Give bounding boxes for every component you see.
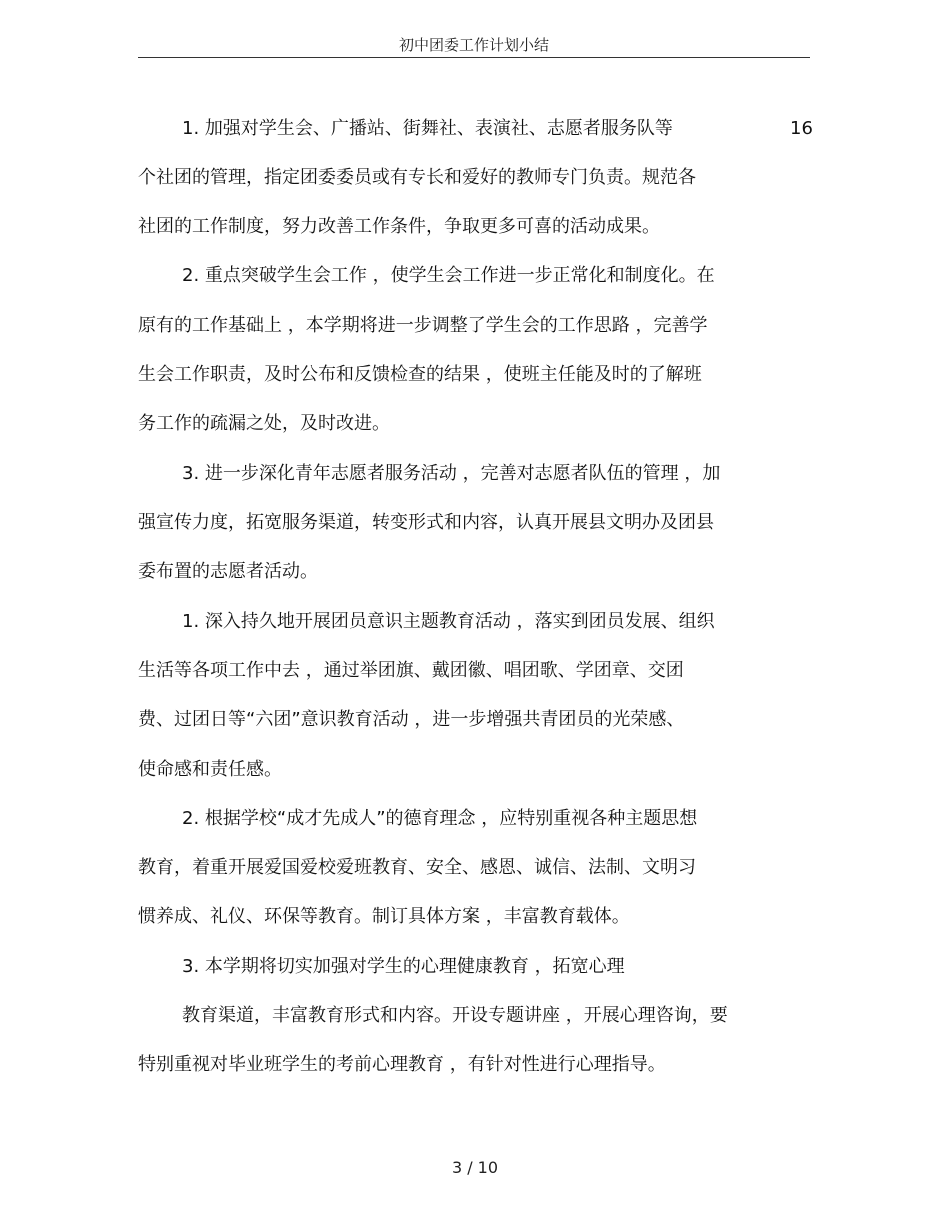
paragraph-line	[182, 264, 715, 288]
line-text: 3. 进一步深化青年志愿者服务活动 ，完善对志愿者队伍的管理 ，加	[182, 463, 721, 484]
paragraph-line	[182, 1004, 728, 1028]
paragraph-line	[182, 955, 625, 979]
line-text: 生活等各项工作中去 ，通过举团旗、戴团徽、唱团歌、学团章、交团	[138, 660, 684, 681]
line-text: 2. 重点突破学生会工作 ，使学生会工作进一步正常化和制度化。在	[182, 265, 715, 286]
line-text: 1. 加强对学生会、广播站、街舞社、表演社、志愿者服务队等	[182, 118, 673, 139]
page-header-title: 初中团委工作计划小结	[398, 36, 549, 54]
paragraph-line	[138, 708, 684, 732]
line-text: 1. 深入持久地开展团员意识主题教育活动 ，落实到团员发展、组织	[182, 611, 715, 632]
paragraph-line	[138, 659, 684, 683]
paragraph-line	[182, 807, 697, 831]
paragraph-line	[182, 610, 715, 634]
line-text: 费、过团日等“六团”意识教育活动 ，进一步增强共青团员的光荣感、	[138, 709, 685, 730]
paragraph-line	[138, 166, 696, 190]
line-text: 生会工作职责，及时公布和反馈检查的结果 ，使班主任能及时的了解班	[138, 364, 702, 385]
paragraph-line	[182, 117, 813, 141]
line-suffix-number: 16	[790, 118, 813, 139]
line-text: 特别重视对毕业班学生的考前心理教育 ，有针对性进行心理指导。	[138, 1054, 666, 1075]
line-text: 委布置的志愿者活动。	[138, 561, 318, 582]
line-text: 强宣传力度，拓宽服务渠道，转变形式和内容，认真开展县文明办及团县	[138, 512, 714, 533]
line-text: 惯养成、礼仪、环保等教育。制订具体方案 ，丰富教育载体。	[138, 906, 630, 927]
line-text: 教育，着重开展爱国爱校爱班教育、安全、感恩、诚信、法制、文明习	[138, 857, 696, 878]
paragraph-line	[138, 215, 660, 239]
paragraph-line	[138, 758, 282, 782]
page-number: 3 / 10	[451, 1158, 499, 1177]
paragraph-line	[138, 363, 702, 387]
line-text: 2. 根据学校“成才先成人”的德育理念 ，应特别重视各种主题思想	[182, 808, 698, 829]
paragraph-line	[138, 511, 714, 535]
paragraph-line	[138, 412, 390, 436]
paragraph-line	[182, 462, 720, 486]
paragraph-line	[138, 905, 630, 929]
line-text: 社团的工作制度，努力改善工作条件，争取更多可喜的活动成果。	[138, 216, 660, 237]
paragraph-line	[138, 1053, 666, 1077]
line-text: 个社团的管理，指定团委委员或有专长和爱好的教师专门负责。规范各	[138, 167, 696, 188]
line-text: 教育渠道，丰富教育形式和内容。开设专题讲座 ，开展心理咨询，要	[182, 1005, 728, 1026]
line-text: 务工作的疏漏之处，及时改进。	[138, 413, 390, 434]
paragraph-line	[138, 314, 707, 338]
line-text: 原有的工作基础上 ，本学期将进一步调整了学生会的工作思路 ，完善学	[138, 315, 708, 336]
line-text: 使命感和责任感。	[138, 759, 282, 780]
line-text: 3. 本学期将切实加强对学生的心理健康教育 ，拓宽心理	[182, 956, 625, 977]
paragraph-line	[138, 856, 696, 880]
paragraph-line	[138, 560, 318, 584]
header-divider	[138, 57, 810, 58]
